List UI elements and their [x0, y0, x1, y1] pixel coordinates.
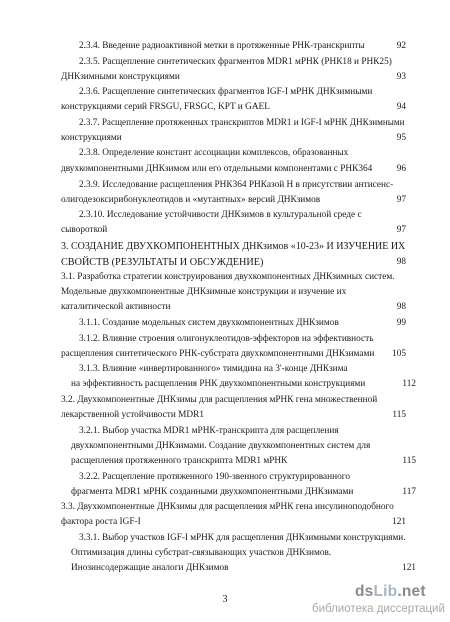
toc-page: 105 [392, 349, 406, 359]
toc-line: конструкциями [61, 133, 122, 143]
toc-line: фактора роста IGF-I [61, 517, 141, 527]
toc-line: лекарственной устойчивости MDR1 [61, 410, 204, 420]
toc-page: 98 [396, 302, 406, 312]
toc-line: 2.3.9. Исследование расщепления РНК364 РНКазой Н в присутствии антисенс- [79, 180, 394, 190]
toc-line: 3.1.3. Влияние «инвертированного» тимидина на 3'-конце ДНКзима [79, 364, 348, 374]
toc-page: 115 [392, 410, 406, 420]
toc-page: 99 [396, 318, 406, 328]
toc-line: 3.2.2. Расщепление протяженного 190-звенного структурированного [79, 472, 350, 482]
page-number: 3 [222, 594, 228, 605]
toc-line: расщепления синтетического РНК-субстрата двухкомпонентными ДНКзимами [61, 349, 375, 359]
toc-line: 2.3.8. Определение констант ассоциации комплексов, образованных [79, 148, 349, 158]
toc-line: двухкомпонентными ДНКзимами. Создание двухкомпонентных систем для [71, 441, 371, 451]
toc-line: Оптимизация длины субстрат-связывающих участков ДНКзимов. [71, 548, 332, 558]
toc-page: 92 [396, 41, 406, 51]
toc-line: 3.1. Разработка стратегии конструирования двухкомпонентных ДНКзимных систем. [61, 272, 395, 282]
toc-line: конструкциями серий FRSGU, FRSGC, KPT и GAEL [61, 102, 270, 112]
toc-line: расщепления протяженного транскрипта MDR1 мРНК [71, 456, 288, 466]
toc-line: 2.3.5. Расщепление синтетических фрагментов MDR1 мРНК (РНК18 и РНК25) [79, 57, 392, 67]
toc-line: на эффективность расщепления РНК двухкомпонентными конструкциями [71, 379, 366, 389]
toc-line: СВОЙСТВ (РЕЗУЛЬТАТЫ И ОБСУЖДЕНИЕ) [61, 257, 264, 268]
toc-line: двухкомпонентными ДНКзимом или его отдельными компонентами с РНК364 [61, 164, 373, 174]
toc-line: 3.2.1. Выбор участка MDR1 мРНК-транскрипта для расщепления [79, 426, 339, 436]
toc-line: 3.1.1. Создание модельных систем двухкомпонентных ДНКзимов [79, 318, 339, 328]
toc-page: 121 [402, 563, 416, 573]
toc-page: 121 [392, 517, 406, 527]
toc-line: 2.3.7. Расщепление протяженных транскриптов MDR1 и IGF-I мРНК ДНКзимными [79, 118, 405, 128]
toc-line: 3.3.1. Выбор участков IGF-I мРНК для расщепления ДНКзимными конструкциями. [79, 533, 406, 543]
toc-line: 3.2. Двухкомпонентные ДНКзимы для расщепления мРНК гена множественной [61, 395, 378, 405]
toc-line: 3.3. Двухкомпонентные ДНКзимы для расщепления мРНК гена инсулиноподобного [61, 502, 394, 512]
toc-line: ДНКзимными конструкциями [61, 72, 180, 82]
toc-line: олигодезоксирибонуклеотидов и «мутантных» версий ДНКзимов [61, 195, 321, 205]
toc-line: сывороткой [61, 225, 108, 235]
toc-line: 2.3.4. Введение радиоактивной метки в протяженные РНК-транскрипты [79, 41, 365, 51]
toc-line: 2.3.6. Расщепление синтетических фрагментов IGF-I мРНК ДНКзимными [79, 87, 373, 97]
toc-line: Модельные двухкомпонентные ДНКзимные конструкции и изучение их [61, 287, 347, 297]
watermark-tagline: библиотека диссертаций [312, 603, 445, 615]
toc-page: 98 [396, 257, 406, 267]
toc-line: Инозинсодержащие аналоги ДНКзимов [71, 563, 229, 573]
toc-line: фрагмента MDR1 мРНК созданными двухкомпонентными ДНКзимами [71, 487, 354, 497]
toc-page: 93 [396, 72, 406, 82]
toc-line: 3.1.2. Влияние строения олигонуклеотидов-эффекторов на эффективность [79, 334, 374, 344]
toc-page: 97 [396, 225, 406, 235]
toc-page: 115 [402, 456, 416, 466]
toc-page: 94 [396, 102, 406, 112]
watermark-logo [355, 583, 426, 601]
toc-page: 97 [396, 195, 406, 205]
toc-page: 95 [396, 133, 406, 143]
watermark-logo-part: ds [355, 583, 374, 600]
toc-page: 96 [396, 164, 406, 174]
watermark-logo-part: Lib [373, 583, 398, 600]
toc-page: 112 [402, 379, 416, 389]
toc-line: 2.3.10. Исследование устойчивости ДНКзимов в культуральной среде с [79, 210, 362, 220]
toc-line: каталитической активности [61, 302, 171, 312]
toc-line: 3. СОЗДАНИЕ ДВУХКОМПОНЕНТНЫХ ДНКзимов «10-23» И ИЗУЧЕНИЕ ИХ [61, 241, 406, 252]
watermark-logo-part: .net [397, 583, 426, 600]
toc-page: 117 [402, 487, 416, 497]
